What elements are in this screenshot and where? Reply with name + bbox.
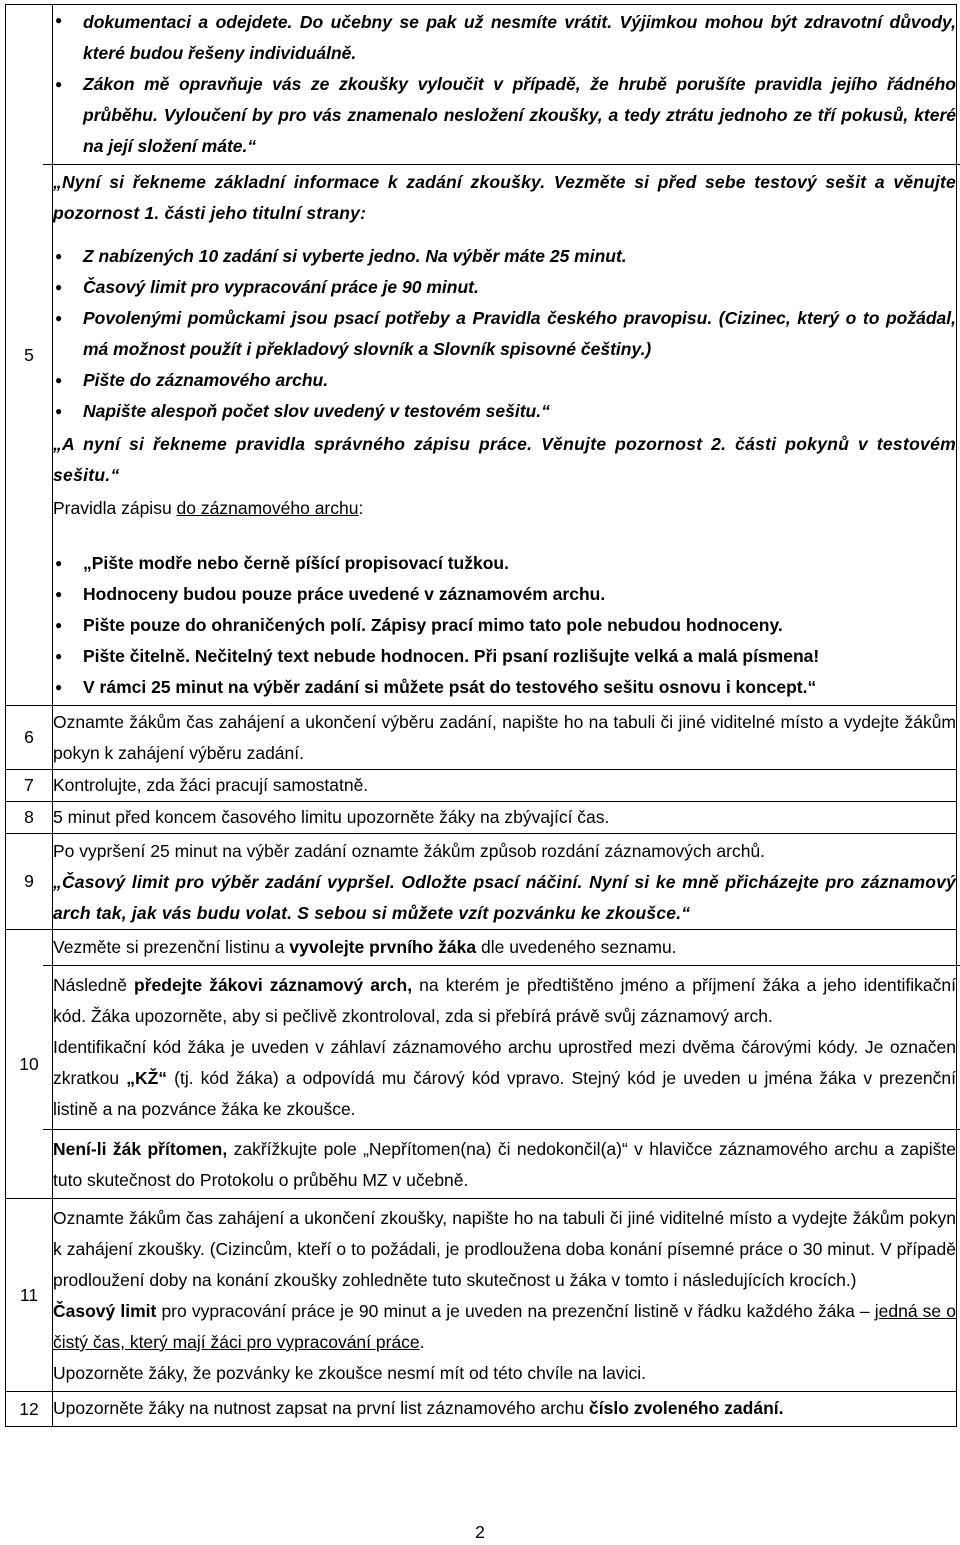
list-item: ● Pište do záznamového archu. <box>53 365 956 396</box>
step-content-5 <box>53 5 957 706</box>
list-item: ● dokumentaci a odejdete. Do učebny se pak už nesmíte vrátit. Výjimkou mohou být zdravotní důvody, které budou řešeny individuálně. <box>53 5 956 69</box>
intro-quote: „Nyní si řekneme základní informace k zadání zkoušky. Vezměte si před sebe testový sešit a věnujte pozornost 1. části jeho titulní strany: <box>53 172 956 223</box>
step-number-12: 12 <box>6 1392 53 1427</box>
list-item: ● Časový limit pro vypracování práce je 90 minut. <box>53 272 956 303</box>
step-number-7: 7 <box>6 770 53 802</box>
table-row-8 <box>6 802 957 834</box>
step-text: Po vypršení 25 minut na výběr zadání oznamte žákům způsob rozdání záznamových archů. <box>53 841 766 861</box>
step-paragraph: Upozorněte žáky, že pozvánky ke zkoušce nesmí mít od této chvíle na lavici. <box>53 1363 647 1383</box>
rules-intro: „A nyní si řekneme pravidla správného zápisu práce. Věnujte pozornost 2. části pokynů v testovém sešitu.“ <box>53 434 956 485</box>
list-item: ● Napište alespoň počet slov uvedený v testovém sešitu.“ <box>53 396 956 427</box>
top-bullet-list <box>53 5 956 162</box>
step-paragraph: Vezměte si prezenční listinu a vyvolejte prvního žáka dle uvedeného seznamu. <box>53 937 677 957</box>
table-row-11 <box>6 1199 957 1392</box>
step-text: Oznamte žákům čas zahájení a ukončení výběru zadání, napište ho na tabuli či jiné viditelné místo a vydejte žákům pokyn k zahájení výběru zadání. <box>53 712 956 763</box>
list-item: ● Povolenými pomůckami jsou psací potřeby a Pravidla českého pravopisu. (Cizinec, který o to požádal, má možnost použít i překladový slovník a Slovník spisovné češtiny.) <box>53 303 956 365</box>
step-number-6: 6 <box>6 706 53 770</box>
list-item: ● „Pište modře nebo černě píšící propisovací tužkou. <box>53 548 956 579</box>
step-content-8 <box>53 802 957 834</box>
step-paragraph: Identifikační kód žáka je uveden v záhlaví záznamového archu uprostřed mezi dvěma čárovými kódy. Je označen zkratkou „KŽ“ (tj. kód žáka) a odpovídá mu čárový kód vpravo. Stejný kód je uveden u jména žáka v prezenční listině a na pozvánce žáka ke zkoušce. <box>53 1037 956 1119</box>
step-paragraph: Není-li žák přítomen, zakřížkujte pole „Nepřítomen(na) či nedokončil(a)“ v hlavičce záznamového archu a zapište tuto skutečnost do Protokolu o průběhu MZ v učebně. <box>53 1139 957 1190</box>
table-row-9 <box>6 834 957 930</box>
step-number-9: 9 <box>6 834 53 930</box>
list-item: ● Pište pouze do ohraničených polí. Zápisy prací mimo tato pole nebudou hodnoceny. <box>53 610 956 641</box>
step-text: Kontrolujte, zda žáci pracují samostatně. <box>53 775 369 795</box>
step-content-11 <box>53 1199 957 1392</box>
step-content-9 <box>53 834 957 930</box>
step-content-10 <box>53 930 957 1199</box>
step-content-6 <box>53 706 957 770</box>
step-paragraph: Následně předejte žákovi záznamový arch, na kterém je předtištěno jméno a příjmení žáka a jeho identifikační kód. Žáka upozorněte, aby si pečlivě zkontroloval, zda si přebírá právě svůj záznamový arch. <box>53 975 956 1026</box>
step-content-12 <box>53 1392 957 1427</box>
step-number-5: 5 <box>6 5 53 706</box>
info-bullet-list <box>53 241 956 427</box>
rules-bullet-list <box>53 548 956 703</box>
step-paragraph: Časový limit pro vypracování práce je 90 minut a je uveden na prezenční listině v řádku každého žáka – jedná se o čistý čas, který mají žáci pro vypracování práce. <box>53 1301 956 1352</box>
table-row-5 <box>6 5 957 706</box>
step-text: 5 minut před koncem časového limitu upozorněte žáky na zbývající čas. <box>53 807 610 827</box>
step-number-8: 8 <box>6 802 53 834</box>
step-number-10: 10 <box>6 930 53 1199</box>
step-text: Upozorněte žáky na nutnost zapsat na první list záznamového archu číslo zvoleného zadání. <box>53 1398 784 1418</box>
divider <box>43 164 960 165</box>
page-number: 2 <box>475 1522 485 1542</box>
list-item: ● Z nabízených 10 zadání si vyberte jedno. Na výběr máte 25 minut. <box>53 241 956 272</box>
rules-label: Pravidla zápisu do záznamového archu: <box>53 498 364 518</box>
table-row-7 <box>6 770 957 802</box>
list-item: ● V rámci 25 minut na výběr zadání si můžete psát do testového sešitu osnovu i koncept.“ <box>53 672 956 703</box>
table-row-6 <box>6 706 957 770</box>
step-number-11: 11 <box>6 1199 53 1392</box>
list-item: ● Pište čitelně. Nečitelný text nebude hodnocen. Při psaní rozlišujte velká a malá písmena! <box>53 641 956 672</box>
step-quote: „Časový limit pro výběr zadání vypršel. Odložte psací náčiní. Nyní si ke mně přicházejte pro záznamový arch tak, jak vás budu volat. S sebou si můžete vzít pozvánku ke zkoušce.“ <box>53 872 956 923</box>
table-row-12 <box>6 1392 957 1427</box>
instructions-table <box>5 4 957 1427</box>
table-row-10 <box>6 930 957 1199</box>
step-content-7 <box>53 770 957 802</box>
step-paragraph: Oznamte žákům čas zahájení a ukončení zkoušky, napište ho na tabuli či jiné viditelné místo a vydejte žákům pokyn k zahájení zkoušky. (Cizincům, kteří o to požádali, je prodloužena doba konání písemné práce o 30 minut. V případě prodloužení doby na konání zkoušky zohledněte tuto skutečnost u žáka v tomto i následujících krocích.) <box>53 1208 956 1290</box>
list-item: ● Zákon mě opravňuje vás ze zkoušky vyloučit v případě, že hrubě porušíte pravidla jejího řádného průběhu. Vyloučení by pro vás znamenalo nesložení zkoušky, a tedy ztrátu jednoho ze tří pokusů, které na její složení máte.“ <box>53 69 956 162</box>
list-item: ● Hodnoceny budou pouze práce uvedené v záznamovém archu. <box>53 579 956 610</box>
